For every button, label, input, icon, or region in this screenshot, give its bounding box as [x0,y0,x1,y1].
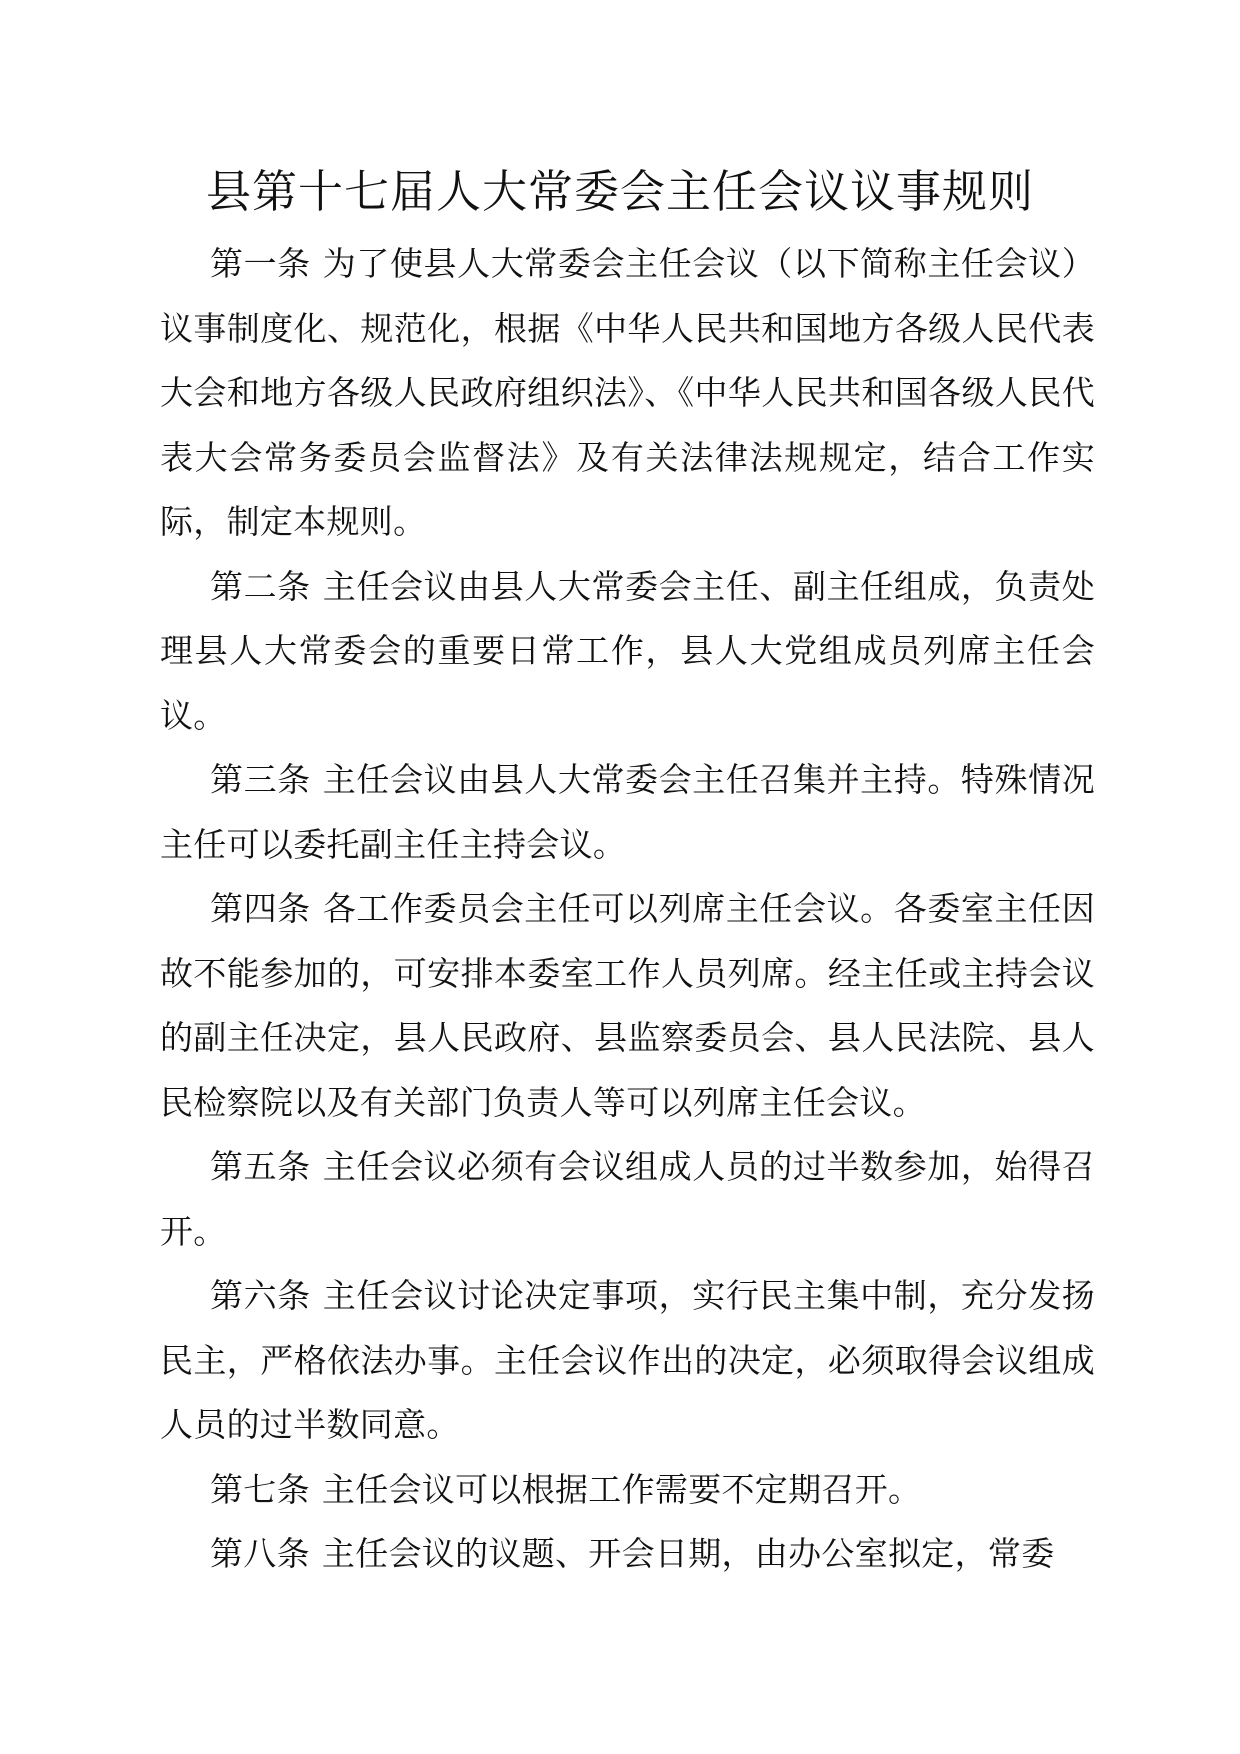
article-label: 第一条 [210,244,311,283]
article-text: 主任会议讨论决定事项，实行民主集中制，充分发扬民主，严格依法办事。主任会议作出的决定，必须取得会议组成人员的过半数同意。 [160,1276,1095,1444]
article-text: 各工作委员会主任可以列席主任会议。各委室主任因故不能参加的，可安排本委室工作人员列席。经主任或主持会议的副主任决定，县人民政府、县监察委员会、县人民法院、县人民检察院以及有关部门负责人等可以列席主任会议。 [160,889,1095,1122]
article-text: 主任会议由县人大常委会主任、副主任组成，负责处理县人大常委会的重要日常工作，县人大党组成员列席主任会议。 [160,566,1095,735]
article-label: 第八条 [210,1534,310,1573]
article-text: 主任会议的议题、开会日期，由办公室拟定，常委 [321,1534,1055,1573]
article-8 [160,1522,1095,1587]
article-label: 第五条 [210,1147,311,1186]
document-title: 县第十七届人大常委会主任会议议事规则 [205,165,1034,218]
article-text: 为了使县人大常委会主任会议（以下简称主任会议）议事制度化、规范化，根据《中华人民共和国地方各级人民代表大会和地方各级人民政府组织法》、《中华人民共和国各级人民代表大会常务委员会监督法》及有关法律法规规定，结合工作实际，制定本规则。 [160,244,1095,541]
article-label: 第二条 [210,566,311,606]
article-label: 第六条 [210,1276,311,1315]
document-body [160,232,1095,1587]
article-6 [160,1264,1095,1458]
article-1 [160,232,1095,555]
article-label: 第三条 [210,760,311,799]
article-3 [160,748,1095,877]
article-label: 第四条 [210,889,311,928]
article-2 [160,555,1095,749]
article-text: 主任会议可以根据工作需要不定期召开。 [321,1469,922,1509]
article-text: 主任会议由县人大常委会主任召集并主持。特殊情况主任可以委托副主任主持会议。 [160,760,1095,864]
article-5 [160,1135,1095,1264]
article-label: 第七条 [210,1469,310,1509]
article-7 [160,1458,1095,1523]
article-text: 主任会议必须有会议组成人员的过半数参加，始得召开。 [160,1147,1095,1251]
article-4 [160,877,1095,1135]
